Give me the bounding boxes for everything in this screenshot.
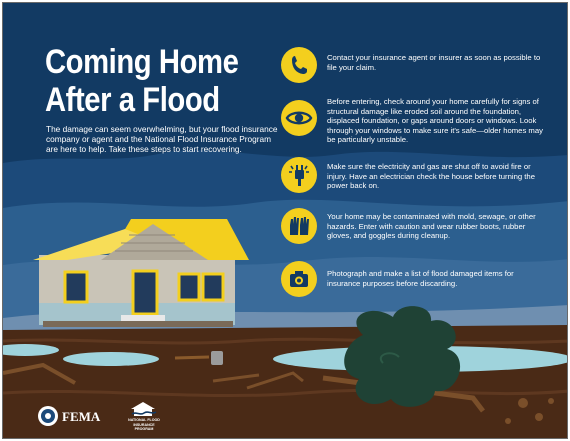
phone-icon (281, 47, 317, 83)
fema-wordmark: FEMA (62, 409, 101, 424)
step-1-text: Contact your insurance agent or insurer as soon as possible to file your claim. (327, 53, 541, 72)
rubber-gloves-icon (281, 208, 317, 244)
step-2-text: Before entering, check around your home carefully for signs of structural damage like eroded soil around the foundation, displaced foundation, or gaps around doors or windows. Look through your windows to make sure it's safe—older homes may be particularly unstable. (327, 97, 543, 145)
title-line-1: Coming Home (45, 43, 239, 81)
step-5-text: Photograph and make a list of flood damaged items for insurance purposes before discarding. (327, 269, 514, 288)
infographic (2, 2, 568, 439)
eye-icon (281, 100, 317, 136)
step-3-text: Make sure the electricity and gas are shut off to avoid fire or injury. Have an electrician check the house before turning the power back on. (327, 162, 535, 191)
electric-plug-icon (281, 157, 317, 193)
nfip-house-icon (128, 401, 158, 417)
title-line-2: After a Flood (45, 81, 220, 119)
intro-text: The damage can seem overwhelming, but your flood insurance company or agent and the National Flood Insurance Program are here to help. Take these steps to start recovering. (46, 124, 278, 154)
fema-logo (37, 405, 107, 427)
step-4-text: Your home may be contaminated with mold, sewage, or other hazards. Enter with caution and wear rubber boots, rubber gloves, and goggles during cleanup. (327, 212, 536, 241)
page-title (45, 43, 251, 119)
nfip-line-2: INSURANCE PROGRAM (133, 423, 155, 431)
nfip-line-1: NATIONAL FLOOD (128, 418, 160, 422)
fema-seal-icon (37, 405, 59, 427)
puddle-center (63, 352, 159, 366)
nfip-logo (124, 401, 164, 429)
camera-icon (281, 261, 317, 297)
